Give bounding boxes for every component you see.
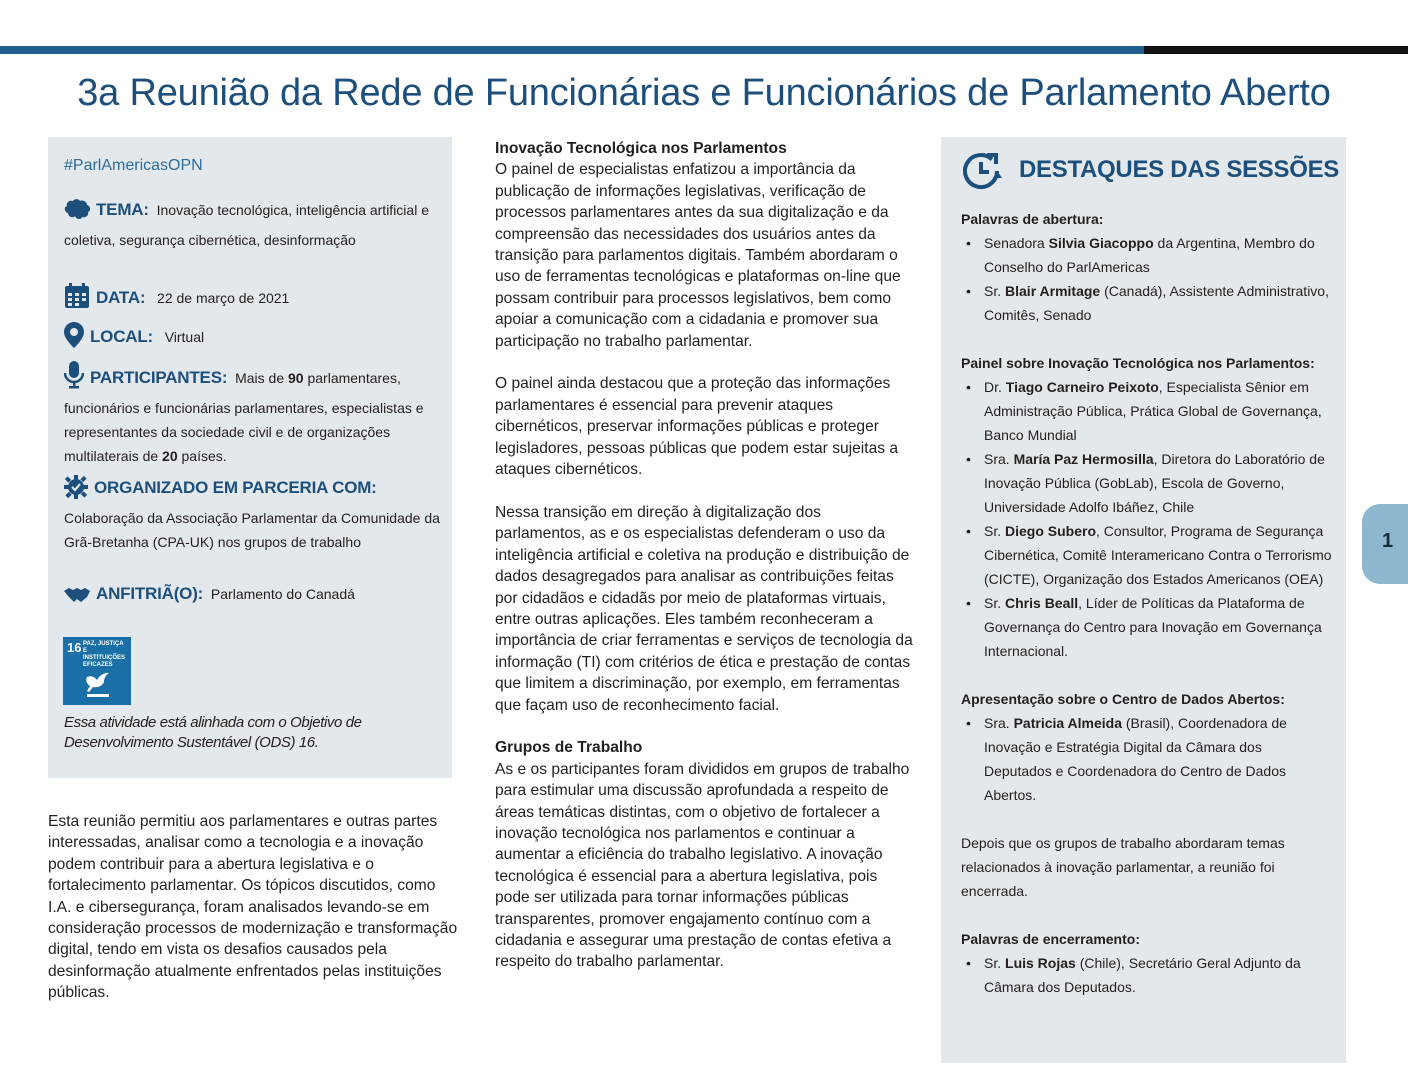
organizado-label: ORGANIZADO EM PARCERIA COM:	[94, 478, 377, 497]
section-grupos	[495, 737, 915, 972]
event-info-panel	[48, 137, 452, 778]
heading-abertura: Palavras de abertura:	[961, 211, 1104, 227]
participantes-label: PARTICIPANTES:	[90, 368, 228, 387]
main-article	[495, 138, 915, 994]
participantes-post: países.	[181, 448, 227, 464]
organizado-block	[64, 475, 448, 554]
closing-note: Depois que os grupos de trabalho abordaram temas relacionados à inovação parlamentar, a reunião foi encerrada.	[961, 835, 1285, 899]
encerramento-list	[961, 951, 1333, 999]
dove-icon	[83, 667, 113, 704]
painel-list	[961, 375, 1333, 663]
list-item: • Sra. Patricia Almeida (Brasil), Coordenadora de Inovação e Estratégia Digital da Câmara dos Deputados e Coordenadora do Centro de Dados Abertos.	[961, 711, 1333, 807]
participantes-block	[64, 361, 448, 468]
heading-grupos: Grupos de Trabalho	[495, 739, 643, 757]
highlights-title: DESTAQUES DAS SESSÕES	[1019, 156, 1339, 183]
local-label: LOCAL:	[90, 327, 154, 346]
tema-label: TEMA:	[96, 200, 149, 219]
highlights-content	[961, 207, 1333, 999]
heading-inovacao: Inovação Tecnológica nos Parlamentos	[495, 140, 787, 157]
list-item: • Sr. Diego Subero, Consultor, Programa de Segurança Cibernética, Comitê Interamericano Contra o Terrorismo (CICTE), Organização dos Estados Americanos (OEA)	[961, 519, 1333, 591]
list-item: • Sr. Blair Armitage (Canadá), Assistente Administrativo, Comitês, Senado	[961, 279, 1333, 327]
handshake-icon	[64, 585, 90, 612]
sdg-number: 16	[67, 640, 82, 655]
apresentacao-list	[961, 711, 1333, 807]
list-item: • Sr. Chris Beall, Líder de Políticas da Plataforma de Governança do Centro para Inovação em Governança Internacional.	[961, 591, 1333, 663]
list-item: • Sra. María Paz Hermosilla, Diretora do Laboratório de Inovação Pública (GobLab), Escola de Governo, Universidade Adolfo Ibáñez, Chile	[961, 447, 1333, 519]
page-title: 3a Reunião da Rede de Funcionárias e Funcionários de Parlamento Aberto	[77, 72, 1331, 114]
anfitria-value: Parlamento do Canadá	[210, 586, 355, 602]
data-block	[64, 283, 448, 316]
hashtag: #ParlAmericasOPN	[64, 157, 203, 174]
session-highlights-panel	[941, 137, 1346, 1063]
anfitria-label: ANFITRIÃ(O):	[96, 584, 204, 603]
data-value: 22 de março de 2021	[157, 290, 290, 306]
page-number-tab	[1362, 504, 1408, 584]
local-block	[64, 322, 448, 355]
gear-icon	[64, 475, 88, 506]
participantes-count: 90	[288, 370, 304, 386]
heading-encerramento: Palavras de encerramento:	[961, 931, 1140, 947]
list-item: • Sr. Luis Rojas (Chile), Secretário Geral Adjunto da Câmara dos Deputados.	[961, 951, 1333, 999]
sdg-16-badge	[63, 637, 131, 705]
summary-paragraph: Esta reunião permitiu aos parlamentares e outras partes interessadas, analisar como a tecnologia e a inovação podem contribuir para a abertura legislativa e o fortalecimento parlamentar. Os tópicos discutidos, como I.A. e cibersegurança, foram analisados levando-se em consideração processos de modernização e transformação digital, tendo em vista os desafios causados pela desinformação atualmente enfrentados pelas instituições públicas.	[48, 813, 458, 1002]
clock-arrow-icon	[961, 151, 1005, 196]
paragraph-2: O painel ainda destacou que a proteção das informações parlamentares é essencial para prevenir ataques cibernéticos, preservar informações públicas e proteger legisladores, pessoas públicas que podem estar sujeitas a ataques cibernéticos.	[495, 375, 899, 479]
data-label: DATA:	[96, 288, 146, 307]
abertura-list	[961, 231, 1333, 327]
list-item: • Senadora Silvia Giacoppo da Argentina, Membro do Conselho do ParlAmericas	[961, 231, 1333, 279]
microphone-icon	[64, 361, 84, 396]
top-rule-black	[1144, 46, 1408, 54]
local-value: Virtual	[164, 329, 205, 345]
paragraph-3: Nessa transição em direção à digitalização dos parlamentos, as e os especialistas defenderam o uso da inteligência artificial e coletiva na produção e distribuição de dados desagregados para analisar as contribuições feitas por cidadãos e cidadãs por meio de plataformas virtuais, entre outras aplicações. Eles também reconheceram a importância de criar ferramentas e serviços de tecnologia da informação (TI) com critérios de ética e prestação de contas que limitem a discriminação, por exemplo, em ferramentas que façam uso de reconhecimento facial.	[495, 503, 913, 714]
participantes-pre: Mais de	[235, 370, 285, 386]
organizado-value: Colaboração da Associação Parlamentar da Comunidade da Grã-Bretanha (CPA-UK) nos grupos de trabalho	[64, 510, 440, 550]
tema-value: Inovação tecnológica, inteligência artificial e coletiva, segurança cibernética, desinformação	[64, 202, 429, 248]
list-item: • Dr. Tiago Carneiro Peixoto, Especialista Sênior em Administração Pública, Prática Global de Governança, Banco Mundial	[961, 375, 1333, 447]
brain-icon	[64, 197, 90, 228]
heading-apresentacao: Apresentação sobre o Centro de Dados Abertos:	[961, 691, 1285, 707]
paragraph-1: O painel de especialistas enfatizou a importância da publicação de informações legislativas, verificação de processos parlamentares antes da sua digitalização e da compreensão das necessidades dos usuários antes da transição para parlamentos digitais. Também abordaram o uso de ferramentas tecnológicas e plataformas on-line que possam contribuir para processos legislativos, bem como apoiar a comunicação com a cidadania e promover sua participação no trabalho parlamentar.	[495, 161, 901, 350]
anfitria-block	[64, 582, 448, 612]
heading-painel: Painel sobre Inovação Tecnológica nos Parlamentos:	[961, 355, 1315, 371]
location-pin-icon	[64, 322, 84, 355]
top-rule-blue	[0, 46, 1144, 54]
participantes-mid: parlamentares, funcionários e funcionárias parlamentares, especialistas e representantes da sociedade civil e de organizações multilaterais de	[64, 370, 424, 464]
calendar-icon	[64, 283, 90, 316]
tema-block	[64, 197, 448, 252]
section-inovacao	[495, 138, 915, 352]
paragraph-4: As e os participantes foram divididos em grupos de trabalho para estimular uma discussão aprofundada a respeito de áreas temáticas distintas, com o objetivo de fortalecer a inovação tecnológica nos parlamentos e continuar a aumentar a eficiência do trabalho legislativo. A inovação tecnológica é essencial para a abertura legislativa, pois pode ser utilizada para tornar informações públicas transparentes, promover engajamento contínuo com a cidadania e assegurar uma prestação de contas efetiva a respeito do trabalho parlamentar.	[495, 760, 910, 971]
sdg-caption: Essa atividade está alinhada com o Objetivo de Desenvolvimento Sustentável (ODS) 16.	[64, 714, 362, 751]
paises-count: 20	[162, 448, 178, 464]
sdg-text: PAZ, JUSTIÇA E INSTITUIÇÕES EFICAZES	[83, 641, 126, 668]
page-number: 1	[1382, 530, 1394, 552]
